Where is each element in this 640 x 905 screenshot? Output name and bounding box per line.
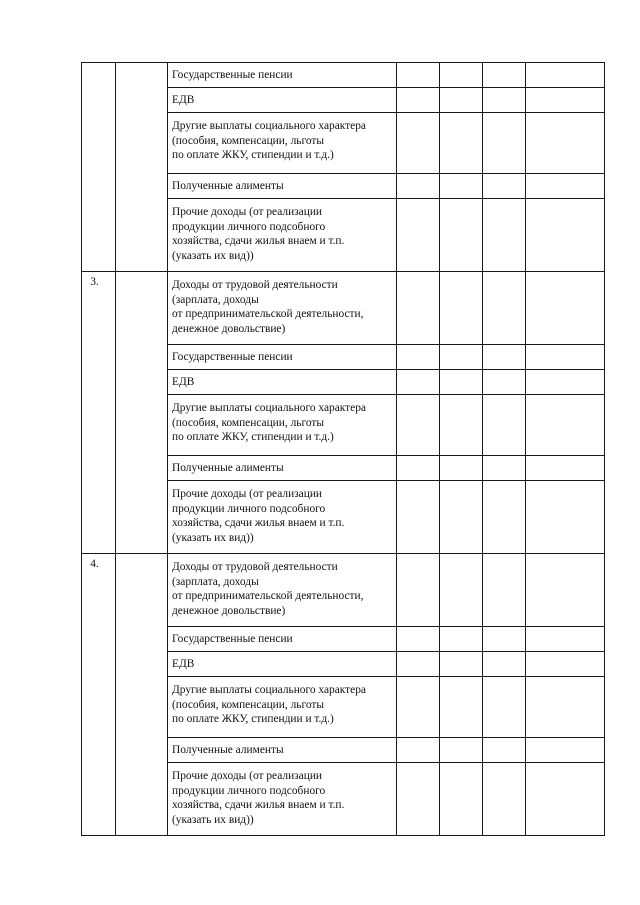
value-cell [440,199,483,272]
row-number: 3. [82,272,116,554]
family-member-cell [116,272,168,554]
value-cell [397,113,440,174]
value-cell [526,554,605,627]
value-cell [483,199,526,272]
value-cell [483,174,526,199]
value-cell [397,677,440,738]
value-cell [440,763,483,836]
value-cell [397,652,440,677]
value-cell [440,370,483,395]
value-cell [483,554,526,627]
value-cell [526,652,605,677]
value-cell [397,174,440,199]
value-cell [440,627,483,652]
value-cell [397,763,440,836]
value-cell [526,113,605,174]
value-cell [483,395,526,456]
value-cell [440,456,483,481]
value-cell [526,627,605,652]
income-type-label: Другие выплаты социального характера (пособия, компенсации, льготы по оплате ЖКУ, стипендии и т.д.) [168,113,397,174]
value-cell [526,763,605,836]
value-cell [440,345,483,370]
family-member-cell [116,554,168,836]
value-cell [526,63,605,88]
value-cell [483,738,526,763]
value-cell [397,738,440,763]
value-cell [483,481,526,554]
income-type-label: Полученные алименты [168,174,397,199]
value-cell [526,88,605,113]
value-cell [440,395,483,456]
value-cell [526,677,605,738]
value-cell [483,627,526,652]
value-cell [483,456,526,481]
income-table [81,62,605,836]
value-cell [397,88,440,113]
income-type-label: Государственные пенсии [168,627,397,652]
value-cell [397,199,440,272]
income-type-label: Прочие доходы (от реализации продукции личного подсобного хозяйства, сдачи жилья внаем и т.п. (указать их вид)) [168,199,397,272]
value-cell [526,345,605,370]
family-member-cell [116,63,168,272]
value-cell [397,345,440,370]
income-type-label: Другие выплаты социального характера (пособия, компенсации, льготы по оплате ЖКУ, стипендии и т.д.) [168,395,397,456]
value-cell [397,63,440,88]
value-cell [483,272,526,345]
income-type-label: Полученные алименты [168,738,397,763]
income-type-label: Другие выплаты социального характера (пособия, компенсации, льготы по оплате ЖКУ, стипендии и т.д.) [168,677,397,738]
value-cell [397,395,440,456]
value-cell [397,554,440,627]
value-cell [483,88,526,113]
value-cell [440,113,483,174]
value-cell [397,370,440,395]
row-number: 4. [82,554,116,836]
value-cell [526,272,605,345]
value-cell [526,395,605,456]
value-cell [440,63,483,88]
value-cell [483,113,526,174]
value-cell [397,481,440,554]
income-type-label: Государственные пенсии [168,63,397,88]
value-cell [440,481,483,554]
value-cell [397,456,440,481]
value-cell [483,370,526,395]
income-type-label: Полученные алименты [168,456,397,481]
value-cell [397,627,440,652]
value-cell [440,88,483,113]
value-cell [483,63,526,88]
income-type-label: Доходы от трудовой деятельности (зарплата, доходы от предпринимательской деятельности, денежное довольствие) [168,272,397,345]
row-number [82,63,116,272]
value-cell [440,272,483,345]
value-cell [526,174,605,199]
income-type-label: Прочие доходы (от реализации продукции личного подсобного хозяйства, сдачи жилья внаем и т.п. (указать их вид)) [168,481,397,554]
value-cell [526,456,605,481]
income-type-label: ЕДВ [168,88,397,113]
value-cell [397,272,440,345]
value-cell [440,174,483,199]
income-type-label: ЕДВ [168,652,397,677]
value-cell [526,199,605,272]
table-row [82,272,605,345]
value-cell [483,652,526,677]
value-cell [526,738,605,763]
income-type-label: Государственные пенсии [168,345,397,370]
value-cell [483,677,526,738]
value-cell [526,481,605,554]
value-cell [440,652,483,677]
value-cell [483,763,526,836]
table-row [82,63,605,88]
income-type-label: Доходы от трудовой деятельности (зарплата, доходы от предпринимательской деятельности, денежное довольствие) [168,554,397,627]
value-cell [440,554,483,627]
income-type-label: ЕДВ [168,370,397,395]
value-cell [440,738,483,763]
table-row [82,554,605,627]
income-type-label: Прочие доходы (от реализации продукции личного подсобного хозяйства, сдачи жилья внаем и т.п. (указать их вид)) [168,763,397,836]
value-cell [440,677,483,738]
value-cell [526,370,605,395]
value-cell [483,345,526,370]
